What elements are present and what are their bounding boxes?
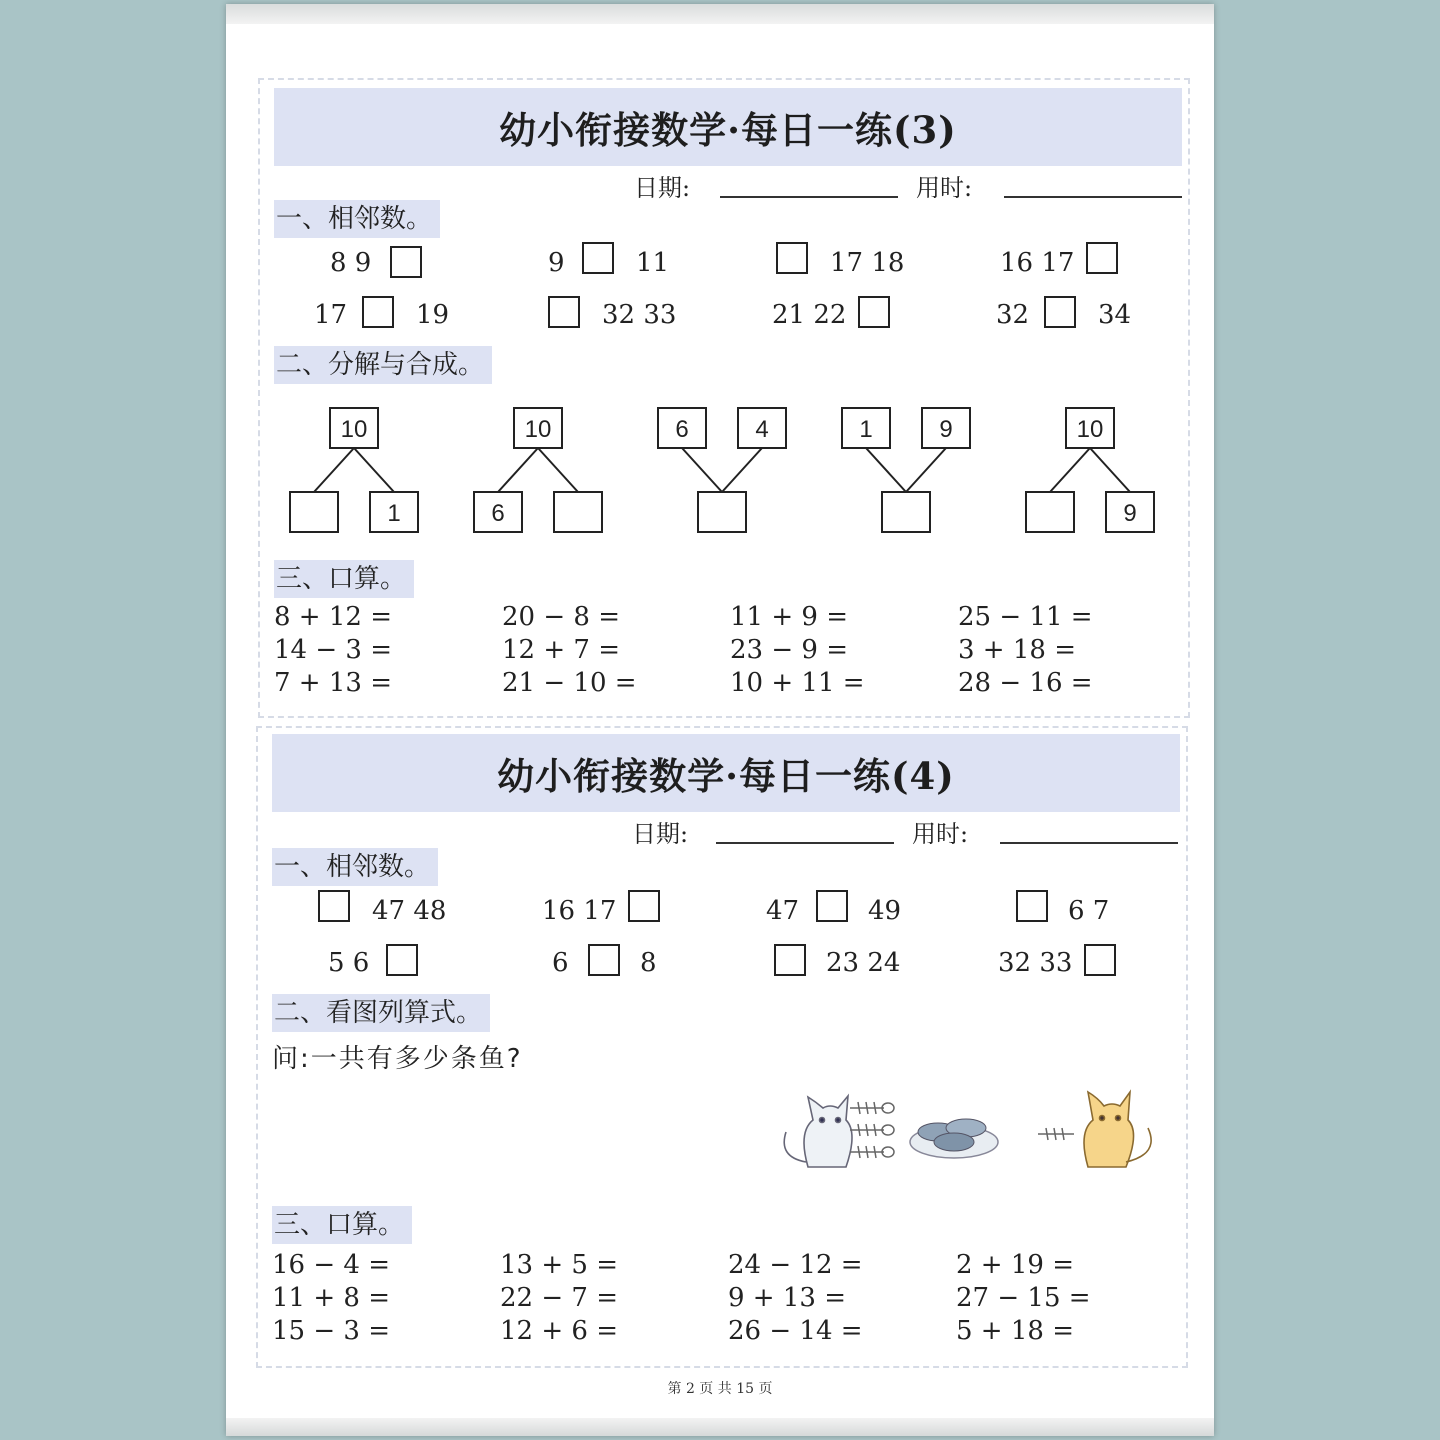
equation: 15 − 3 = — [272, 1316, 390, 1346]
question-text: 问:一共有多少条鱼? — [272, 1044, 523, 1074]
neighbor-text: 16 17 — [1000, 248, 1075, 278]
date-label: 日期: — [634, 174, 691, 202]
worksheet-title: 幼小衔接数学·每日一练(3) — [499, 108, 957, 152]
fish-bone-icon — [1038, 1128, 1074, 1140]
page-top-edge — [226, 4, 1214, 24]
answer-box[interactable] — [628, 890, 660, 922]
bond-number: 1 — [859, 416, 873, 443]
equation: 24 − 12 = — [728, 1250, 863, 1280]
time-label: 用时: — [912, 820, 969, 848]
equation: 27 − 15 = — [956, 1283, 1091, 1313]
neighbor-text: 19 — [416, 300, 450, 330]
bond-lines — [314, 448, 394, 492]
bond-number: 10 — [1076, 416, 1104, 443]
section-mental-math-heading: 三、口算。 — [274, 560, 414, 598]
fish-bone-icon — [850, 1102, 894, 1158]
number-bonds-diagram — [260, 400, 1188, 540]
equation: 16 − 4 = — [272, 1250, 390, 1280]
equation: 10 + 11 = — [730, 668, 865, 698]
equation: 25 − 11 = — [958, 602, 1093, 632]
time-blank[interactable] — [1000, 842, 1178, 844]
bond-number: 9 — [939, 416, 953, 443]
equation: 28 − 16 = — [958, 668, 1093, 698]
section-neighbors-heading: 一、相邻数。 — [272, 848, 438, 886]
cat-left-icon — [784, 1096, 852, 1167]
equation: 8 + 12 = — [274, 602, 392, 632]
equation: 3 + 18 = — [958, 635, 1076, 665]
worksheet-title: 幼小衔接数学·每日一练(4) — [497, 754, 955, 798]
neighbor-text: 32 33 — [602, 300, 677, 330]
answer-box[interactable] — [1044, 296, 1076, 328]
equation: 11 + 9 = — [730, 602, 848, 632]
answer-box[interactable] — [774, 944, 806, 976]
answer-box[interactable] — [1084, 944, 1116, 976]
neighbor-text: 17 — [314, 300, 348, 330]
bond-number: 9 — [1123, 500, 1137, 527]
bond-lines — [866, 448, 946, 492]
answer-box — [882, 492, 930, 532]
fish-plate-icon — [910, 1119, 998, 1158]
bond-lines — [498, 448, 578, 492]
bond-number: 4 — [755, 416, 769, 443]
neighbor-text: 23 24 — [826, 948, 901, 978]
cat-right-icon — [1084, 1092, 1151, 1167]
section-decompose-heading: 二、分解与合成。 — [274, 346, 492, 384]
bond-number: 10 — [524, 416, 552, 443]
section-neighbors-heading: 一、相邻数。 — [274, 200, 440, 238]
title-band — [272, 734, 1180, 812]
bond-lines — [1050, 448, 1130, 492]
equation: 20 − 8 = — [502, 602, 620, 632]
answer-box[interactable] — [582, 242, 614, 274]
neighbor-text: 32 — [996, 300, 1030, 330]
neighbor-text: 16 17 — [542, 896, 617, 926]
answer-box[interactable] — [776, 242, 808, 274]
equation: 21 − 10 = — [502, 668, 637, 698]
neighbor-text: 5 6 — [328, 948, 370, 978]
bond-lines — [682, 448, 762, 492]
equation: 7 + 13 = — [274, 668, 392, 698]
equation: 2 + 19 = — [956, 1250, 1074, 1280]
date-blank[interactable] — [720, 196, 898, 198]
equation: 5 + 18 = — [956, 1316, 1074, 1346]
bond-number: 10 — [340, 416, 368, 443]
worksheet-4 — [256, 726, 1188, 1368]
bond-number: 1 — [387, 500, 401, 527]
answer-box[interactable] — [386, 944, 418, 976]
neighbor-text: 17 18 — [830, 248, 905, 278]
cats-and-fish-illustration — [768, 1062, 1168, 1182]
answer-box[interactable] — [588, 944, 620, 976]
answer-box[interactable] — [1016, 890, 1048, 922]
page-number: 第 2 页 共 15 页 — [667, 1381, 773, 1397]
equation: 13 + 5 = — [500, 1250, 618, 1280]
bond-number: 6 — [491, 500, 505, 527]
neighbor-text: 47 — [766, 896, 800, 926]
equation: 23 − 9 = — [730, 635, 848, 665]
equation: 14 − 3 = — [274, 635, 392, 665]
equation: 11 + 8 = — [272, 1283, 390, 1313]
neighbor-text: 6 7 — [1068, 896, 1110, 926]
neighbor-text: 21 22 — [772, 300, 847, 330]
equation: 22 − 7 = — [500, 1283, 618, 1313]
section-picture-heading: 二、看图列算式。 — [272, 994, 490, 1032]
neighbor-text: 9 — [548, 248, 565, 278]
answer-box — [290, 492, 338, 532]
neighbor-text: 8 9 — [330, 248, 372, 278]
answer-box[interactable] — [816, 890, 848, 922]
neighbor-text: 49 — [868, 896, 902, 926]
equation: 26 − 14 = — [728, 1316, 863, 1346]
bond-number: 6 — [675, 416, 689, 443]
date-label: 日期: — [632, 820, 689, 848]
worksheet-3 — [258, 78, 1190, 718]
answer-box[interactable] — [362, 296, 394, 328]
neighbor-text: 8 — [640, 948, 657, 978]
neighbor-text: 47 48 — [372, 896, 447, 926]
neighbor-text: 32 33 — [998, 948, 1073, 978]
neighbor-text: 6 — [552, 948, 569, 978]
answer-box — [1026, 492, 1074, 532]
section-mental-math-heading: 三、口算。 — [272, 1206, 412, 1244]
equation: 9 + 13 = — [728, 1283, 846, 1313]
date-blank[interactable] — [716, 842, 894, 844]
equation: 12 + 6 = — [500, 1316, 618, 1346]
answer-box — [554, 492, 602, 532]
time-label: 用时: — [916, 174, 973, 202]
equation: 12 + 7 = — [502, 635, 620, 665]
answer-box[interactable] — [1086, 242, 1118, 274]
answer-box[interactable] — [858, 296, 890, 328]
neighbor-text: 11 — [636, 248, 670, 278]
title-band — [274, 88, 1182, 166]
answer-box[interactable] — [318, 890, 350, 922]
page-bottom-edge — [226, 1418, 1214, 1436]
answer-box — [698, 492, 746, 532]
answer-box[interactable] — [548, 296, 580, 328]
time-blank[interactable] — [1004, 196, 1182, 198]
neighbor-text: 34 — [1098, 300, 1132, 330]
answer-box[interactable] — [390, 246, 422, 278]
